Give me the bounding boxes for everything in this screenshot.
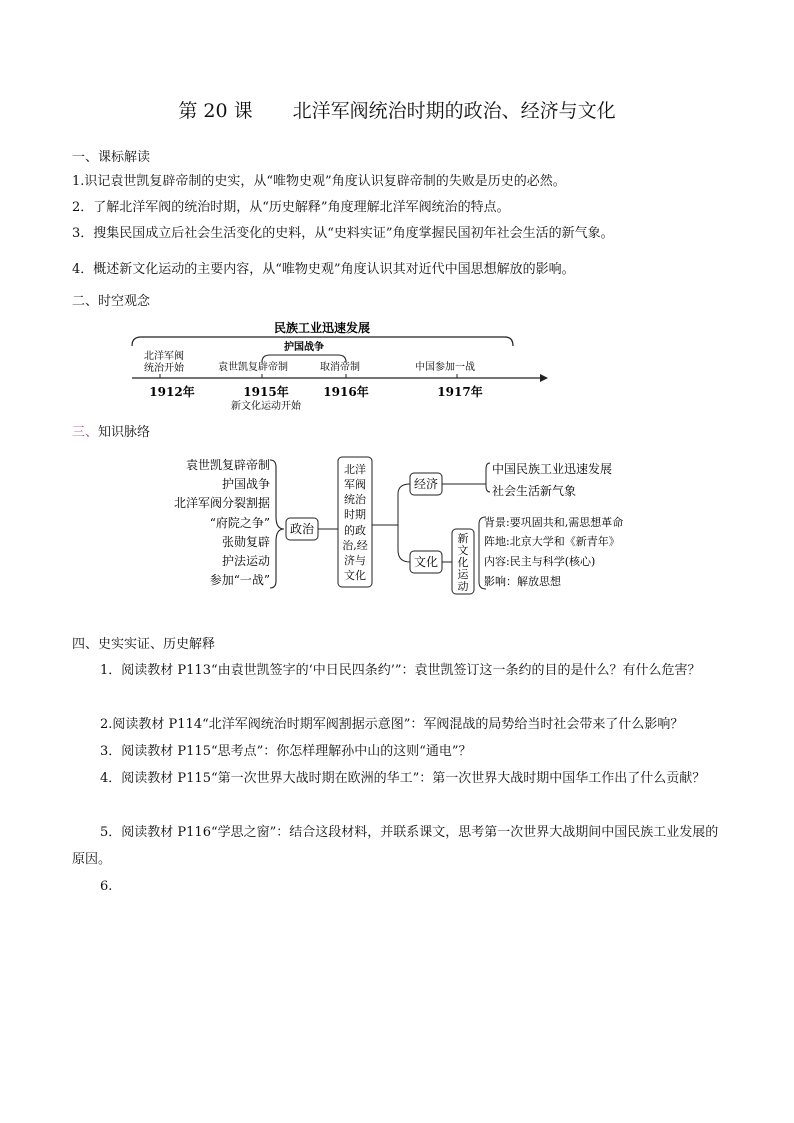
politics-item: 张勋复辟 [221,535,270,549]
politics-label: 政治 [289,522,315,536]
timeline-war-label: 护国战争 [284,342,324,353]
question-item: 5．阅读教材 P116“学思之窗”：结合这段材料，并联系课文，思考第一次世界大战期间中国民族工业发展的原因。 [72,825,719,867]
center-text: 统治 [344,493,366,506]
politics-bracket [270,460,284,588]
economy-bracket [486,463,490,492]
timeline-diagram [120,318,560,418]
section-heading-standards: 一、课标解读 [72,150,151,165]
timeline-year: 1912年 [149,385,195,399]
timeline-year: 1916年 [323,385,369,399]
question-item: 3．阅读教材 P115“思考点”：你怎样理解孙中山的这则“通电”？ [100,744,472,759]
section-title: 知识脉络 [98,425,151,440]
standard-item: 3．搜集民国成立后社会生活变化的史料，从“史料实证”角度掌握民国初年社会生活的新气象。 [72,226,614,241]
center-text: 治,经 [342,539,368,552]
timeline-year: 1917年 [437,385,483,399]
timeline-top-label: 民族工业迅速发展 [273,321,371,335]
timeline-event-label: 北洋军阀 [144,351,184,362]
politics-item: 袁世凯复辟帝制 [185,458,270,472]
politics-item: 参加“一战” [209,573,270,587]
new-culture-text: 化 [457,556,469,569]
new-culture-text: 文 [457,544,469,557]
section-heading-evidence: 四、史实实证、历史解释 [72,637,216,652]
standard-item: 4．概述新文化运动的主要内容，从“唯物史观”角度认识其对近代中国思想解放的影响。 [72,262,575,277]
center-box [338,457,372,587]
timeline-bottom-label: 新文化运动开始 [231,401,301,412]
timeline-arrowhead [540,374,548,382]
knowledge-mindmap [170,450,650,600]
culture-item: 阵地:北京大学和《新青年》 [484,535,620,548]
culture-label: 文化 [413,555,439,569]
culture-item: 内容:民主与科学(核心) [484,555,596,568]
new-culture-text: 动 [457,580,469,593]
timeline-event-label: 中国参加一战 [415,362,475,373]
economy-item: 社会生活新气象 [492,484,577,498]
timeline-event-label: 统治开始 [144,363,184,374]
economy-item: 中国民族工业迅速发展 [492,462,613,476]
timeline-event-label: 取消帝制 [320,362,360,373]
center-text: 军阀 [344,478,366,491]
standard-item: 2．了解北洋军阀的统治时期，从“历史解释”角度理解北洋军阀统治的特点。 [72,200,510,215]
center-text: 北洋 [344,463,366,476]
timeline-war-brace [262,355,346,362]
new-culture-text: 运 [457,568,469,581]
center-text: 文化 [344,569,366,582]
timeline-event-label: 袁世凯复辟帝制 [218,362,288,373]
politics-item: 护法运动 [221,554,270,568]
center-text: 济与 [344,554,366,567]
politics-item: 护国战争 [221,477,270,491]
lesson-name: 北洋军阀统治时期的政治、经济与文化 [292,100,616,122]
section-heading-knowledge [72,421,150,440]
section-number: 三、 [72,425,99,440]
politics-item: 北洋军阀分裂割据 [173,496,270,510]
center-text: 的政 [344,524,366,537]
page-title [0,96,794,123]
question-item: 6. [100,879,113,894]
section-heading-timespace: 二、时空观念 [72,294,151,309]
standard-item: 1.识记袁世凯复辟帝制的史实，从“唯物史观”角度认识复辟帝制的失败是历史的必然。 [72,174,566,189]
new-culture-text: 新 [457,532,469,545]
timeline-year: 1915年 [243,385,289,399]
politics-item: “府院之争” [209,516,270,530]
question-item: 4．阅读教材 P115“第一次世界大战时期在欧洲的华工”：第一次世界大战时期中国华工作出了什么贡献？ [100,771,706,786]
culture-item: 影响：解放思想 [484,575,561,588]
economy-label: 经济 [413,477,439,491]
right-fork [398,484,410,562]
culture-item: 背景:要巩固共和,需思想革命 [484,516,624,529]
lesson-number: 第 20 课 [178,100,253,122]
center-text: 时期 [344,508,366,521]
question-item: 2.阅读教材 P114“北洋军阀统治时期军阀割据示意图”：军阀混战的局势给当时社会带来了什么影响？ [100,717,684,732]
question-item: 1．阅读教材 P113“由袁世凯签字的‘中日民四条约’”：袁世凯签订这一条约的目的是什么？有什么危害？ [100,663,701,678]
